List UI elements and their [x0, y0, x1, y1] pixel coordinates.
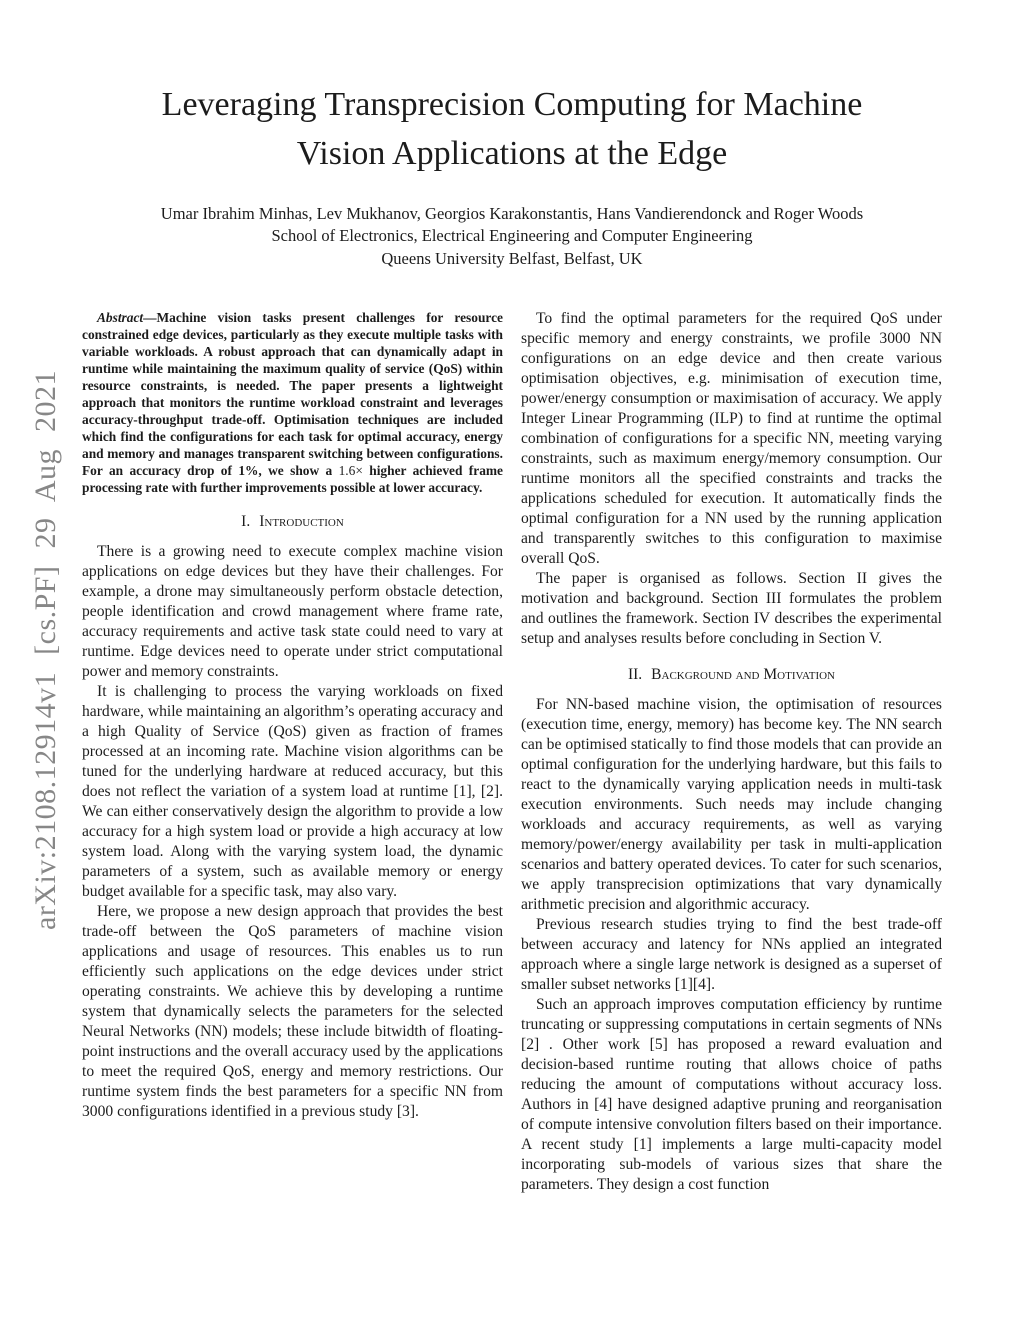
abstract-dash: —	[143, 309, 157, 325]
section-title: Introduction	[259, 512, 344, 530]
arxiv-stamp: arXiv:2108.12914v1 [cs.PF] 29 Aug 2021	[29, 370, 62, 930]
paper-content	[82, 80, 942, 1195]
body-paragraph: For NN-based machine vision, the optimisation of resources (execution time, energy, memory) has become key. The NN search can be optimised statically to find those models that can provide an optimal configuration for the underlying hardware, but this fails to react to the dynamically varying application needs in multi-task execution environments. Such needs may include changing workloads and accuracy requirements, as well as varying memory/power/energy availability per task in multi-application scenarios and battery operated devices. To cater for such scenarios, we apply transprecision optimizations that vary dynamically arithmetic precision and algorithmic accuracy.	[521, 695, 942, 913]
abstract-math-value: 1.6×	[338, 462, 363, 478]
paper-title	[82, 80, 942, 179]
two-column-body	[82, 309, 942, 1195]
body-paragraph: Such an approach improves computation efficiency by runtime truncating or suppressing computations in certain segments of NNs [2] . Other work [5] has proposed a reward evaluation and decision-based runtime routing that allows choice of paths reducing the amount of computations without accuracy loss. Authors in [4] have designed adaptive pruning and reorganisation of compute intensive convolution filters based on their importance. A recent study [1] implements a large multi-capacity model incorporating sub-models of various sizes that share the parameters. They design a cost function	[521, 995, 942, 1193]
abstract-paragraph	[82, 309, 503, 496]
byline-block	[82, 203, 942, 271]
abstract-text-end: higher achieved frame processing rate with further improvements possible at lower accuracy.	[82, 462, 503, 495]
right-column	[521, 309, 942, 1195]
affiliation-line-1: School of Electronics, Electrical Engineering and Computer Engineering	[271, 226, 753, 246]
abstract-text: Machine vision tasks present challenges for resource constrained edge devices, particularly as they execute multiple tasks with variable workloads. A robust approach that can dynamically adapt in runtime while maintaining the maximum quality of service (QoS) within resource constraints, is needed. The paper presents a lightweight approach that monitors the runtime workload constraint and leverages accuracy-throughput trade-off. Optimisation techniques are included which find the configurations for each task for optimal accuracy, energy and memory and manages transparent switching between configurations. For an accuracy drop of 1%, we show a	[82, 309, 503, 478]
body-paragraph: There is a growing need to execute complex machine vision applications on edge devices but they have their challenges. For example, a drone may simultaneously perform obstacle detection, people identification and crowd management where frame rate, accuracy requirements and active task state could need to vary at runtime. Edge devices need to operate under strict computational power and memory constraints.	[82, 542, 503, 680]
section-heading-introduction	[82, 513, 503, 531]
body-paragraph: Here, we propose a new design approach that provides the best trade-off between the QoS parameters of machine vision applications and usage of resources. This enables us to run efficiently such applications on the edge devices under strict operating constraints. We achieve this by developing a runtime system that dynamically selects the parameters for the selected Neural Networks (NN) models; these include bitwidth of floating-point instructions and the overall accuracy used by the applications to meet the required QoS, energy and memory restrictions. Our runtime system finds the best parameters for a specific NN from 3000 configurations identified in a previous study [3].	[82, 902, 503, 1120]
body-paragraph: It is challenging to process the varying workloads on fixed hardware, while maintaining an algorithm’s operating accuracy and a high Quality of Service (QoS) given as fraction of frames processed at an incoming rate. Machine vision algorithms can be tuned for the underlying hardware at reduced accuracy, but this does not reflect the variation of a system load at runtime [1], [2]. We can either conservatively design the algorithm to provide a low accuracy for a high system load or provide a high accuracy at low system load. Along with the varying system load, the dynamic parameters of a system, such as available memory or energy budget available for a specific task, may also vary.	[82, 682, 503, 900]
body-paragraph: To find the optimal parameters for the required QoS under specific memory and energy constraints, we profile 3000 NN configurations on an edge device and then create various optimisation objectives, e.g. minimisation of execution time, power/energy consumption or maximisation of accuracy. We apply Integer Linear Programming (ILP) to find at runtime the optimal combination of configurations for a specific NN, meeting varying constraints, such as maximum energy/memory consumption. Our runtime monitors all the specified constraints and tracks the applications scheduled for execution. It automatically finds the optimal configuration for a NN used by the running application and transparently switches to this configuration to maximise overall QoS.	[521, 309, 942, 567]
left-column	[82, 309, 503, 1195]
paper-title-line-1: Leveraging Transprecision Computing for Machine	[161, 86, 863, 123]
authors-line: Umar Ibrahim Minhas, Lev Mukhanov, Georgios Karakonstantis, Hans Vandierendonck and Roger Woods	[160, 203, 864, 223]
abstract-label: Abstract	[97, 309, 144, 325]
body-paragraph: The paper is organised as follows. Section II gives the motivation and background. Section III formulates the problem and outlines the framework. Section IV describes the experimental setup and analyses results before concluding in Section V.	[521, 569, 942, 647]
paper-title-line-2: Vision Applications at the Edge	[296, 135, 728, 173]
affiliation-line-2: Queens University Belfast, Belfast, UK	[381, 249, 643, 269]
body-paragraph: Previous research studies trying to find the best trade-off between accuracy and latency for NNs applied an integrated approach where a single large network is designed as a superset of smaller subset networks [1][4].	[521, 915, 942, 993]
section-number: II.	[627, 665, 643, 683]
section-number: I.	[241, 512, 251, 530]
section-title: Background and Motivation	[651, 665, 836, 683]
section-heading-background	[521, 666, 942, 684]
